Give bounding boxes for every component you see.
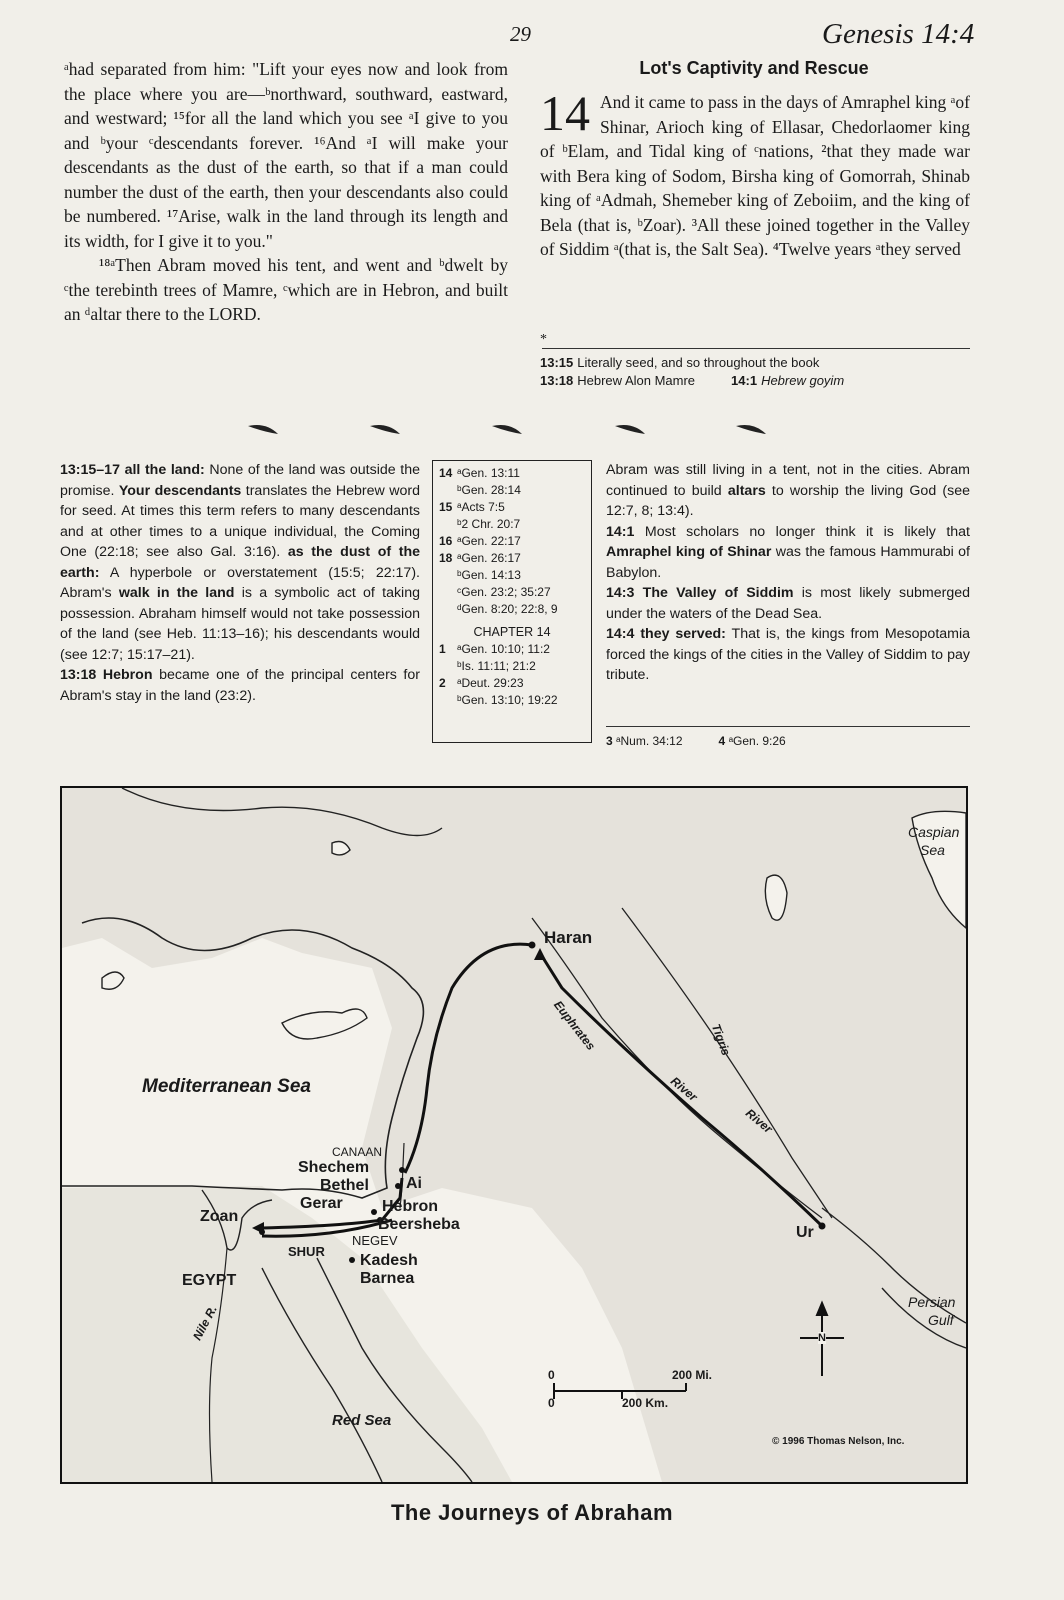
- map-label-zoan: Zoan: [200, 1208, 239, 1225]
- xref-row: ᵇ2 Chr. 20:7: [457, 517, 521, 531]
- scripture-paragraph: ¹⁸ᵃThen Abram moved his tent, and went and ᵇdwelt by ᶜthe terebinth trees of Mamre, ᶜwhich are in Hebron, and built an ᵈaltar there to the LORD.: [64, 255, 508, 324]
- scale-label: 0: [548, 1396, 555, 1410]
- map-label-mediterranean: Mediterranean Sea: [142, 1076, 311, 1097]
- xref-row: 2 ᵃDeut. 29:23: [439, 676, 524, 690]
- map-label-haran: Haran: [544, 928, 593, 947]
- xref-row: ᵇGen. 13:10; 19:22: [457, 693, 558, 707]
- map-label-shechem: Shechem: [298, 1159, 370, 1176]
- map-label-euphrates: Euphrates: [550, 998, 599, 1053]
- section-heading: Lot's Captivity and Rescue: [639, 58, 869, 78]
- footnote-divider: [542, 348, 970, 349]
- study-note: 14:4 they served: That is, the kings from Mesopotamia forced the kings of the cities in the Valley of Siddim to pay tribute.: [606, 626, 971, 683]
- map-label-hebron: Hebron: [382, 1198, 438, 1215]
- city-marker: [399, 1167, 405, 1173]
- footnote: 13:18 Hebrew Alon Mamre 14:1 Hebrew goyim: [540, 373, 845, 388]
- running-head: Genesis 14:4: [822, 18, 975, 50]
- scale-label-km: 200 Km.: [622, 1396, 669, 1410]
- map-copyright: © 1996 Thomas Nelson, Inc.: [772, 1436, 905, 1447]
- xref-row: 1 ᵃGen. 10:10; 11:2: [439, 642, 550, 656]
- scripture-paragraph: And it came to pass in the days of Amraphel king ᵃof Shinar, Arioch king of Ellasar, Chedorlaomer king of ᵇElam, and Tidal king of ᶜnations, ²that they made war with Bera king of Sodom, Birsha king of Gomorrah, Shinab king of ᵃAdmah, Shemeber king of Zeboiim, and the king of Bela (that is, ᵇZoar). ³All these joined together in the Valley of Siddim ᵃ(that is, the Salt Sea). ⁴Twelve years ᵃthey served: [540, 92, 970, 259]
- map-label-caspian: Caspian: [908, 824, 960, 840]
- city-marker: [819, 1223, 826, 1230]
- footnote-marker: *: [540, 332, 547, 347]
- study-notes-right: [606, 460, 970, 686]
- xref-row: ᵇGen. 28:14: [457, 483, 521, 497]
- map-label-ai: Ai: [406, 1175, 422, 1192]
- study-note: 14:3 The Valley of Siddim is most likely submerged under the waters of the Dead Sea.: [606, 585, 970, 622]
- xref-bottom-row: 3 ᵃNum. 34:12 4 ᵃGen. 9:26: [606, 734, 786, 748]
- map-label-north: N: [818, 1332, 826, 1344]
- map-label-red-sea: Red Sea: [332, 1412, 392, 1429]
- map-label-negev: NEGEV: [352, 1233, 398, 1248]
- map-label-persian: Persian: [908, 1294, 956, 1310]
- island: [102, 972, 124, 989]
- city-marker: [395, 1183, 401, 1189]
- study-note: Abram was still living in a tent, not in the cities. Abram continued to build altars to worship the living God (see 12:7, 8; 13:4).: [606, 462, 970, 519]
- map-label-river: River: [743, 1106, 776, 1137]
- ornament-divider: [60, 418, 1004, 442]
- map-label-kadesh: Kadesh: [360, 1252, 418, 1269]
- scale-label-miles: 200 Mi.: [672, 1368, 713, 1382]
- scripture-paragraph: ᵃhad separated from him: "Lift your eyes now and look from the place where you are—ᵇnorthward, southward, eastward, and westward; ¹⁵for all the land which you see ᵃI give to you and ᵇyour ᶜdescendants forever. ¹⁶And ᵃI will make your descendants as the dust of the earth, so that if a man could number the dust of the earth, then your descendants also could be numbered. ¹⁷Arise, walk in the land through its length and its width, for I give it to you.": [64, 59, 508, 251]
- xref-row: ᶜGen. 23:2; 35:27: [457, 585, 551, 599]
- map-label-canaan: CANAAN: [332, 1145, 383, 1159]
- xref-row: 18 ᵃGen. 26:17: [439, 551, 521, 565]
- xref-row: 15 ᵃActs 7:5: [439, 500, 505, 514]
- map-label-bethel: Bethel: [320, 1177, 369, 1194]
- map-label-egypt: EGYPT: [182, 1272, 237, 1289]
- chapter-number: 14: [540, 85, 590, 141]
- map-label-barnea: Barnea: [360, 1270, 415, 1287]
- terrain-shading: [62, 788, 966, 1482]
- page-number: 29: [510, 22, 531, 46]
- city-marker: [259, 1229, 265, 1235]
- xref-row: ᵇGen. 14:13: [457, 568, 521, 582]
- city-marker: [529, 942, 536, 949]
- xref-row: ᵈGen. 8:20; 22:8, 9: [457, 602, 558, 616]
- map-label-caspian-sea: Sea: [920, 842, 945, 858]
- footnote: 13:15 Literally seed, and so throughout the book: [540, 355, 820, 370]
- study-note: 13:18 Hebron became one of the principal centers for Abram's stay in the land (23:2).: [60, 667, 420, 704]
- city-marker: [371, 1209, 377, 1215]
- study-notes-left: [60, 460, 420, 706]
- study-note: 14:1 Most scholars no longer think it is likely that Amraphel king of Shinar was the famous Hammurabi of Babylon.: [606, 523, 970, 581]
- map-title: The Journeys of Abraham: [390, 1500, 674, 1525]
- map-label-beersheba: Beersheba: [378, 1216, 460, 1233]
- scripture-right-column: [540, 85, 970, 262]
- map-label-nile: Nile R.: [190, 1303, 220, 1343]
- scale-label: 0: [548, 1368, 555, 1382]
- map-label-river: River: [668, 1074, 701, 1105]
- journey-map: [60, 786, 968, 1484]
- ornament-icon: [248, 425, 766, 434]
- cyprus-island: [282, 1009, 367, 1039]
- map-label-shur: SHUR: [288, 1244, 325, 1259]
- map-label-tigris: Tigris: [708, 1022, 734, 1058]
- study-note: 13:15–17 all the land: None of the land was outside the promise. Your descendants translates the Hebrew word for seed. At times this term refers to many descendants and at other times to a unique individual, the Coming One (22:18; see also Gal. 3:16). as the dust of the earth: A hyperbole or overstatement (15:5; 22:17). Abram's walk in the land is a symbolic act of taking possession. Abraham himself would not take possession of the land (see Heb. 11:13–16); his descendants would (see 12:7; 15:17–21).: [60, 462, 420, 663]
- city-marker: [349, 1257, 355, 1263]
- xref-row: ᵇIs. 11:11; 21:2: [457, 659, 536, 673]
- map-label-gerar: Gerar: [300, 1195, 343, 1212]
- map-label-ur: Ur: [796, 1224, 814, 1241]
- map-graphic: [62, 788, 966, 1482]
- xref-row: 14 ᵃGen. 13:11: [439, 466, 520, 480]
- xref-divider: [606, 726, 970, 727]
- xref-row: 16 ᵃGen. 22:17: [439, 534, 521, 548]
- cross-reference-box: [432, 460, 592, 743]
- translation-footnotes: [540, 354, 970, 390]
- map-label-gulf: Gulf: [928, 1312, 954, 1328]
- xref-chapter-label: CHAPTER 14: [473, 625, 551, 639]
- scripture-left-column: [64, 57, 508, 327]
